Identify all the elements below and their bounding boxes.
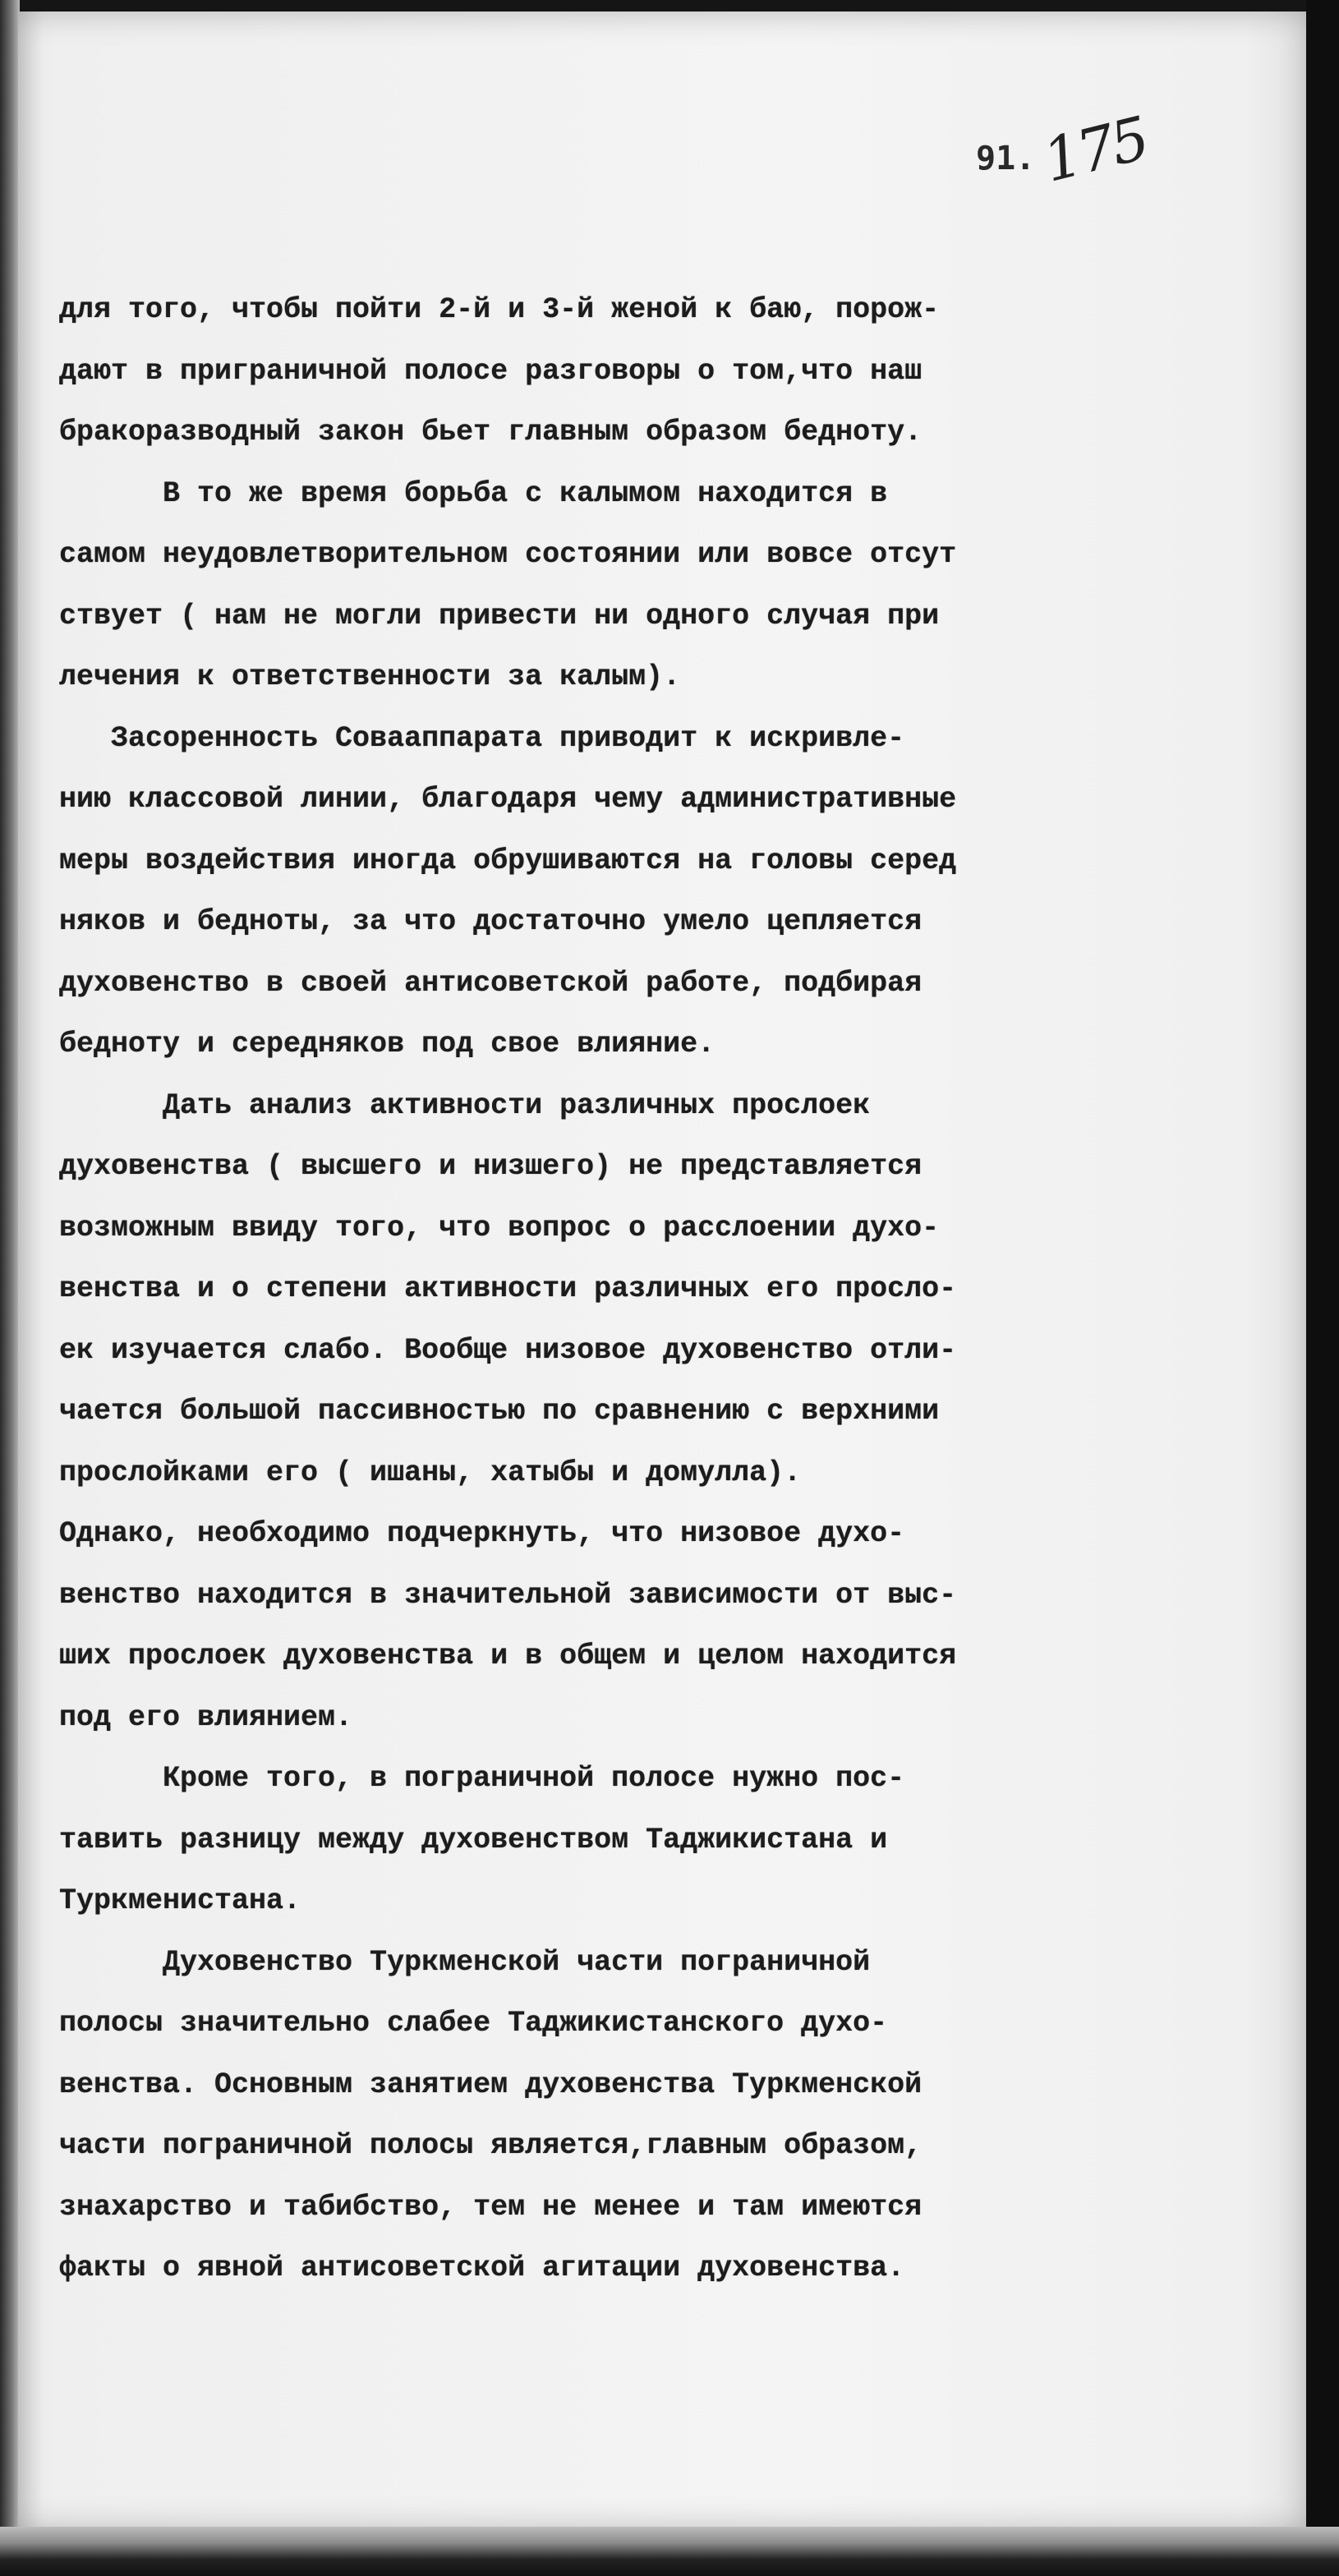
text-line: тавить разницу между духовенством Таджикистана и <box>59 1823 888 1856</box>
text-line: ствует ( нам не могли привести ни одного случая при <box>59 599 940 632</box>
text-line: дают в приграничной полосе разговоры о том,что наш <box>59 354 923 388</box>
bottom-scan-edge <box>0 2527 1339 2576</box>
text-line: Дать анализ активности различных прослоек <box>59 1088 871 1122</box>
text-line: ек изучается слабо. Вообще низовое духовенство отли- <box>59 1333 957 1367</box>
text-line: бедноту и середняков под свое влияние. <box>59 1028 716 1060</box>
text-line: ших прослоек духовенства и в общем и целом находится <box>59 1640 957 1672</box>
text-line: знахарство и табибство, тем не менее и там имеются <box>59 2190 923 2224</box>
page-number: 91. <box>976 140 1036 177</box>
text-line: чается большой пассивностью по сравнению с верхними <box>59 1395 940 1428</box>
text-line: венства. Основным занятием духовенства Туркменской <box>59 2068 923 2101</box>
text-line: самом неудовлетворительном состоянии или вовсе отсут <box>59 538 957 571</box>
text-line: няков и бедноты, за что достаточно умело цепляется <box>59 905 923 938</box>
text-line: венства и о степени активности различных его прослo- <box>59 1272 957 1305</box>
text-line: В то же время борьба с калымом находится в <box>59 476 888 510</box>
text-line: венство находится в значительной зависимости от выс- <box>59 1578 957 1612</box>
text-line: Однако, необходимо подчеркнуть, что низовое духо- <box>59 1517 905 1550</box>
typed-body-text <box>59 279 1176 2299</box>
text-line: духовенства ( высшего и низшего) не представляется <box>59 1150 923 1183</box>
text-line: части пограничной полосы является,главным образом, <box>59 2129 923 2162</box>
text-line: Кроме того, в пограничной полосе нужно пос- <box>59 1762 905 1795</box>
left-binding-edge <box>0 0 20 2576</box>
text-line: Туркменистана. <box>59 1884 301 1917</box>
text-line: для того, чтобы пойти 2-й и 3-й женой к баю, порож- <box>59 293 940 326</box>
text-line: Духовенство Туркменской части пограничной <box>59 1945 871 1979</box>
text-line: прослойками его ( ишаны, хатыбы и домулла). <box>59 1456 802 1489</box>
text-line: факты о явной антисоветской агитации духовенства. <box>59 2252 905 2284</box>
right-dark-border <box>1306 0 1339 2576</box>
text-line: бракоразводный закон бьет главным образом бедноту. <box>59 416 923 448</box>
text-line: духовенство в своей антисоветской работе, подбирая <box>59 966 923 1000</box>
text-line: возможным ввиду того, что вопрос о расслоении духо- <box>59 1211 940 1244</box>
text-line: под его влиянием. <box>59 1700 353 1734</box>
text-line: Засоренность Совааппарата приводит к искривле- <box>59 721 905 755</box>
handwritten-folio-number: 175 <box>1036 104 1153 196</box>
text-line: меры воздействия иногда обрушиваются на головы серед <box>59 844 957 877</box>
text-line: полосы значительно слабее Таджикистанского духо- <box>59 2007 888 2040</box>
text-line: лечения к ответственности за калым). <box>59 660 681 693</box>
text-line: нию классовой линии, благодаря чему административные <box>59 783 957 816</box>
